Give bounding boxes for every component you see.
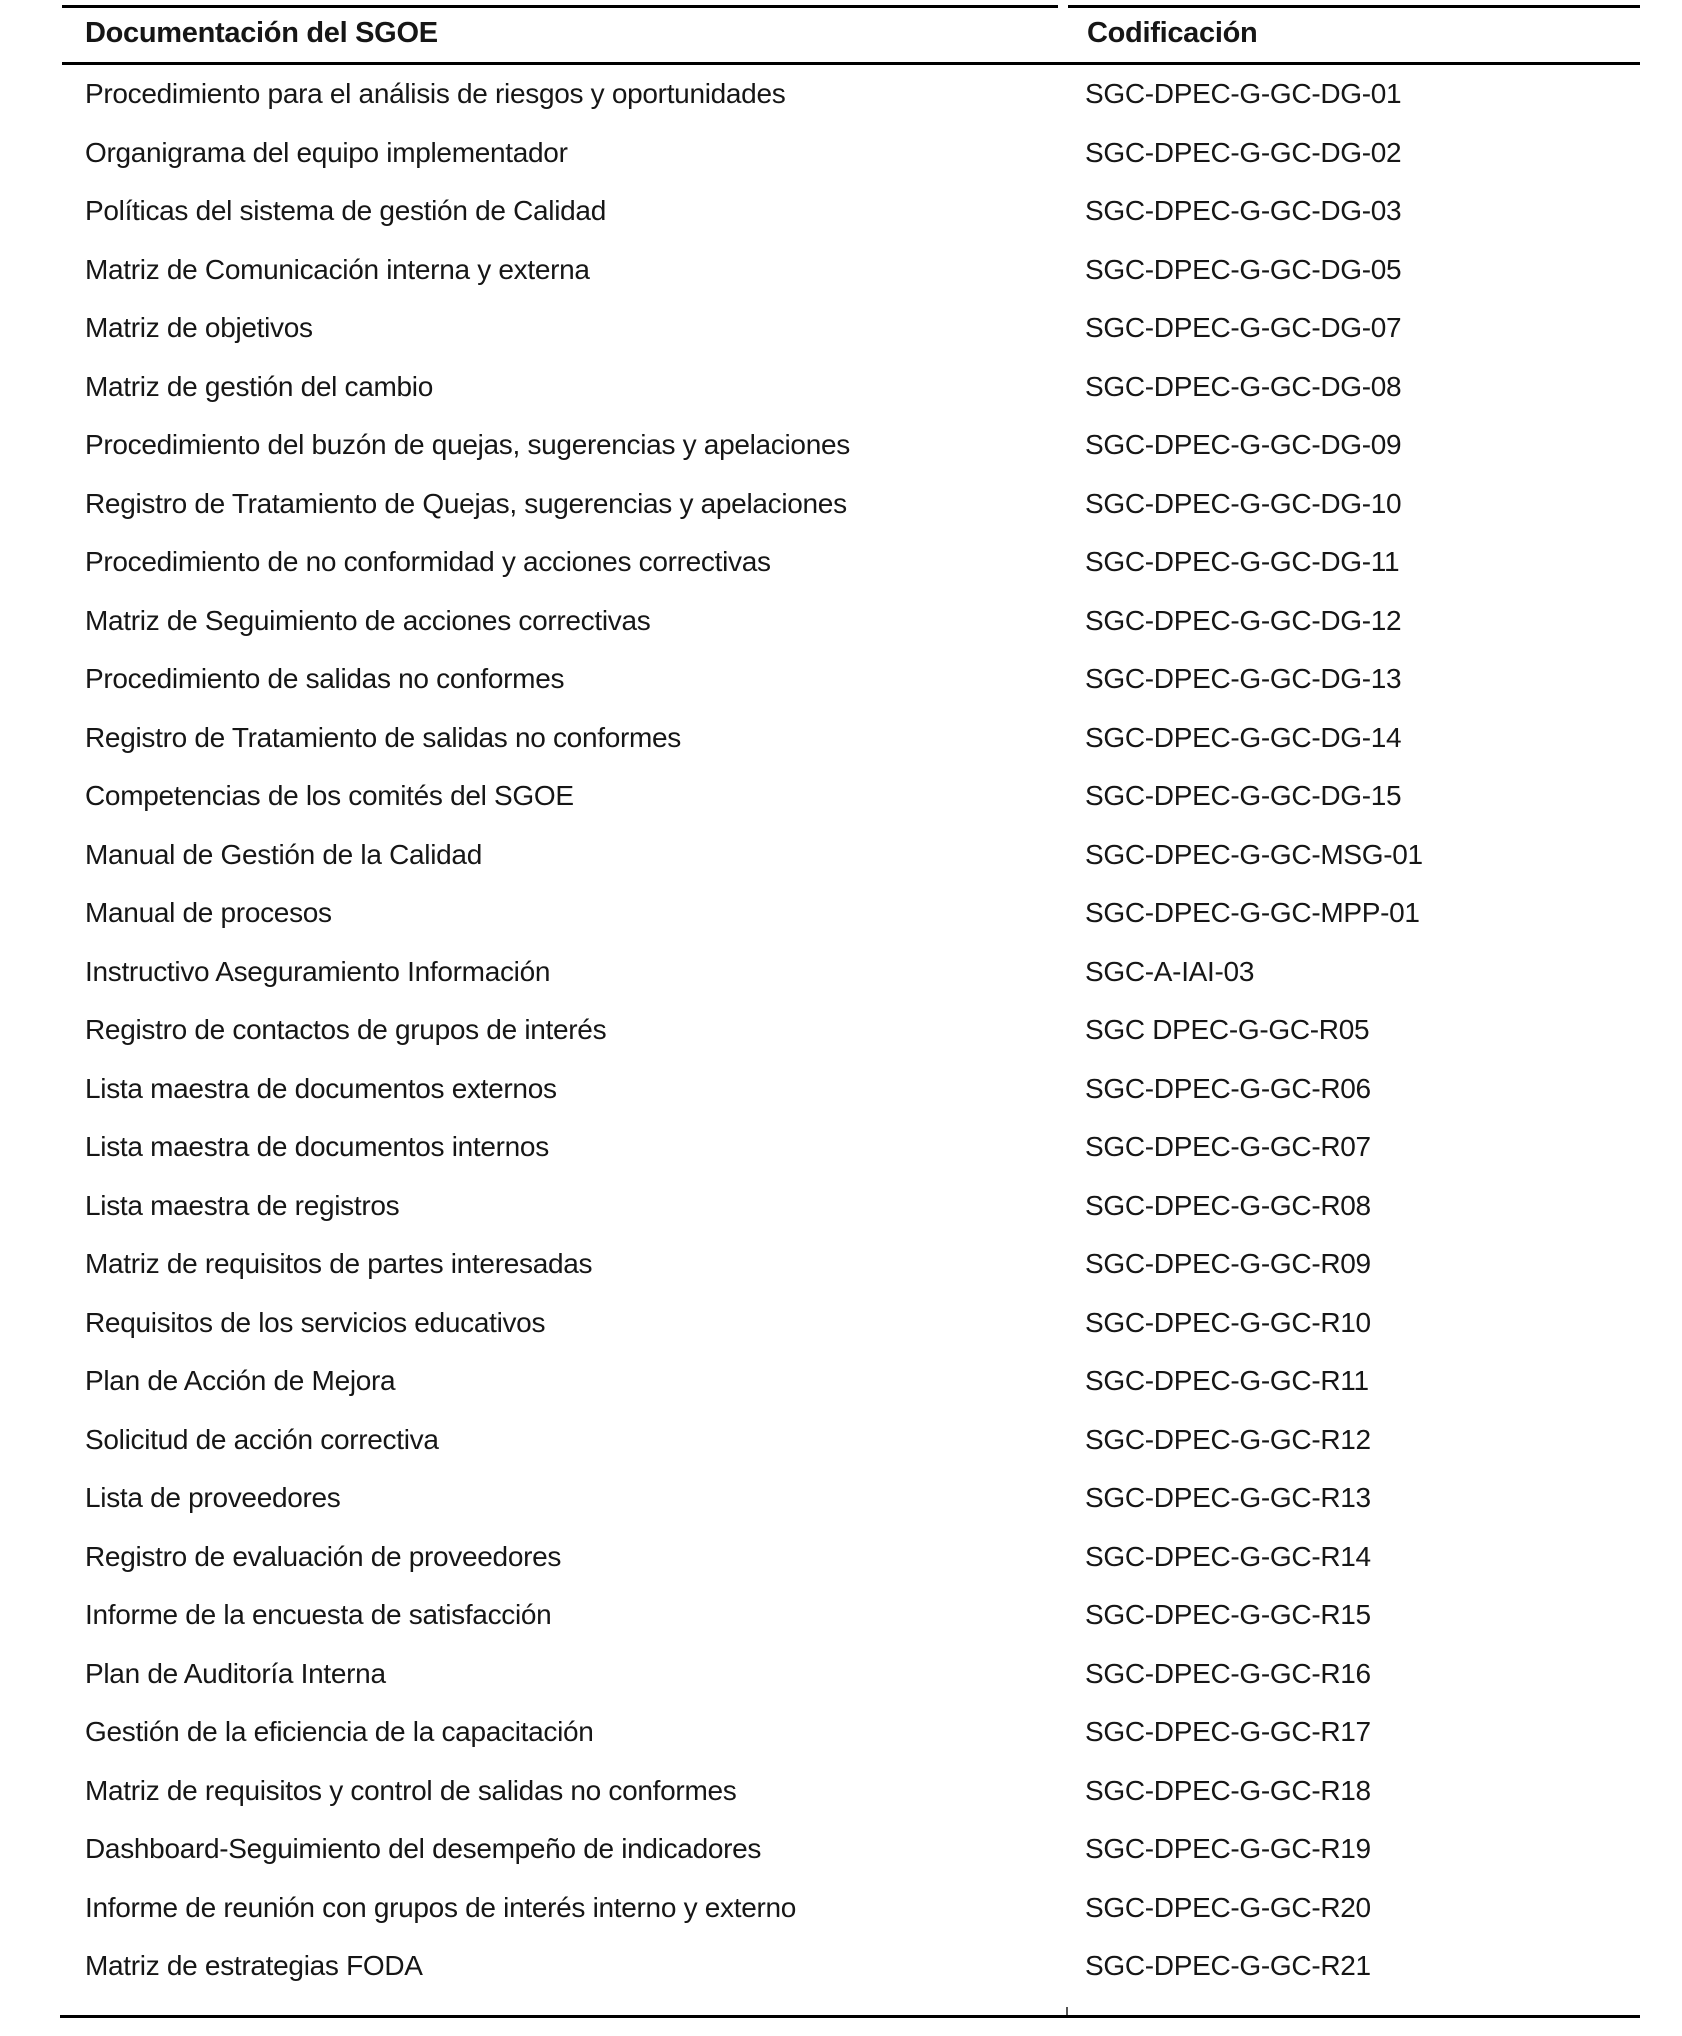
document-title-cell: Matriz de Seguimiento de acciones correctivas: [85, 604, 651, 636]
table-row: [0, 943, 1682, 1002]
document-title-cell: Solicitud de acción correctiva: [85, 1423, 439, 1455]
table-row: [0, 533, 1682, 592]
table-row: [0, 1294, 1682, 1353]
document-title-cell: Plan de Auditoría Interna: [85, 1657, 386, 1689]
document-title-cell: Manual de Gestión de la Calidad: [85, 838, 482, 870]
document-code-cell: SGC-DPEC-G-GC-R11: [1085, 1365, 1369, 1397]
table-row: [0, 1177, 1682, 1236]
table-row: [0, 826, 1682, 885]
document-code-cell: SGC-DPEC-G-GC-DG-09: [1085, 429, 1402, 461]
document-code-cell: SGC-DPEC-G-GC-R10: [1085, 1306, 1371, 1338]
document-code-cell: SGC-DPEC-G-GC-R19: [1085, 1833, 1371, 1865]
table-row: [0, 709, 1682, 768]
document-code-cell: SGC-DPEC-G-GC-DG-11: [1085, 546, 1400, 578]
table-bottom-rule: [60, 2015, 1640, 2018]
document-code-cell: SGC-DPEC-G-GC-R20: [1085, 1891, 1371, 1923]
table-row: [0, 1235, 1682, 1294]
document-title-cell: Lista maestra de documentos externos: [85, 1072, 557, 1104]
document-title-cell: Lista maestra de documentos internos: [85, 1131, 549, 1163]
table-row: [0, 1118, 1682, 1177]
table-row: [0, 767, 1682, 826]
table-row: [0, 65, 1682, 124]
document-code-cell: SGC-A-IAI-03: [1085, 955, 1255, 987]
document-title-cell: Competencias de los comités del SGOE: [85, 780, 574, 812]
table-row: [0, 124, 1682, 183]
column-header-codificacion: Codificación: [1087, 17, 1258, 49]
document-code-cell: SGC-DPEC-G-GC-R15: [1085, 1599, 1371, 1631]
document-title-cell: Procedimiento de salidas no conformes: [85, 663, 565, 695]
table-row: [0, 1703, 1682, 1762]
document-code-cell: SGC-DPEC-G-GC-R09: [1085, 1248, 1371, 1280]
document-code-cell: SGC-DPEC-G-GC-R08: [1085, 1189, 1371, 1221]
document-code-cell: SGC-DPEC-G-GC-DG-05: [1085, 253, 1402, 285]
table-row: [0, 1645, 1682, 1704]
document-title-cell: Gestión de la eficiencia de la capacitación: [85, 1716, 594, 1748]
document-title-cell: Registro de evaluación de proveedores: [85, 1540, 562, 1572]
table-row: [0, 475, 1682, 534]
document-title-cell: Informe de reunión con grupos de interés interno y externo: [85, 1891, 797, 1923]
document-title-cell: Organigrama del equipo implementador: [85, 136, 568, 168]
document-code-cell: SGC-DPEC-G-GC-R12: [1085, 1423, 1371, 1455]
document-code-cell: SGC-DPEC-G-GC-DG-01: [1085, 78, 1402, 110]
document-code-cell: SGC-DPEC-G-GC-DG-08: [1085, 370, 1402, 402]
document-code-cell: SGC-DPEC-G-GC-DG-07: [1085, 312, 1402, 344]
document-code-cell: SGC-DPEC-G-GC-R21: [1085, 1950, 1371, 1982]
table-rows: [0, 65, 1682, 1996]
table-row: [0, 1060, 1682, 1119]
column-header-documentacion: Documentación del SGOE: [85, 17, 438, 49]
document-code-cell: SGC-DPEC-G-GC-DG-13: [1085, 663, 1402, 695]
document-title-cell: Registro de contactos de grupos de interés: [85, 1014, 607, 1046]
table-row: [0, 1352, 1682, 1411]
table-row: [0, 241, 1682, 300]
document-code-cell: SGC-DPEC-G-GC-DG-14: [1085, 721, 1402, 753]
table-row: [0, 592, 1682, 651]
document-code-cell: SGC-DPEC-G-GC-MPP-01: [1085, 897, 1420, 929]
document-title-cell: Instructivo Aseguramiento Información: [85, 955, 551, 987]
table-row: [0, 884, 1682, 943]
document-title-cell: Procedimiento de no conformidad y acciones correctivas: [85, 546, 771, 578]
table-header-row: [0, 16, 1682, 56]
document-title-cell: Lista de proveedores: [85, 1482, 341, 1514]
document-title-cell: Matriz de estrategias FODA: [85, 1950, 423, 1982]
table-row: [0, 650, 1682, 709]
table-top-rule-left: [62, 5, 1058, 8]
document-title-cell: Manual de procesos: [85, 897, 332, 929]
document-code-cell: SGC-DPEC-G-GC-MSG-01: [1085, 838, 1423, 870]
document-code-cell: SGC-DPEC-G-GC-R17: [1085, 1716, 1371, 1748]
document-title-cell: Dashboard-Seguimiento del desempeño de indicadores: [85, 1833, 762, 1865]
table-row: [0, 1469, 1682, 1528]
document-title-cell: Matriz de gestión del cambio: [85, 370, 433, 402]
table-row: [0, 182, 1682, 241]
document-title-cell: Matriz de requisitos de partes interesadas: [85, 1248, 593, 1280]
document-title-cell: Procedimiento para el análisis de riesgos y oportunidades: [85, 78, 786, 110]
table-row: [0, 1879, 1682, 1938]
document-title-cell: Procedimiento del buzón de quejas, sugerencias y apelaciones: [85, 429, 850, 461]
document-title-cell: Matriz de Comunicación interna y externa: [85, 253, 590, 285]
document-code-cell: SGC-DPEC-G-GC-DG-15: [1085, 780, 1402, 812]
table-row: [0, 1937, 1682, 1996]
table-row: [0, 416, 1682, 475]
document-title-cell: Plan de Acción de Mejora: [85, 1365, 396, 1397]
document-code-cell: SGC-DPEC-G-GC-R14: [1085, 1540, 1371, 1572]
table-top-rule-right: [1068, 5, 1640, 8]
document-code-cell: SGC-DPEC-G-GC-DG-03: [1085, 195, 1402, 227]
document-code-cell: SGC-DPEC-G-GC-DG-10: [1085, 487, 1402, 519]
document-title-cell: Registro de Tratamiento de Quejas, sugerencias y apelaciones: [85, 487, 847, 519]
table-row: [0, 1820, 1682, 1879]
document-title-cell: Matriz de requisitos y control de salidas no conformes: [85, 1774, 737, 1806]
document-code-cell: SGC DPEC-G-GC-R05: [1085, 1014, 1370, 1046]
table-row: [0, 1411, 1682, 1470]
table-bottom-column-tick: [1066, 2007, 1068, 2015]
document-code-cell: SGC-DPEC-G-GC-DG-02: [1085, 136, 1402, 168]
document-title-cell: Matriz de objetivos: [85, 312, 313, 344]
document-title-cell: Registro de Tratamiento de salidas no conformes: [85, 721, 681, 753]
document-code-cell: SGC-DPEC-G-GC-R16: [1085, 1657, 1371, 1689]
table-row: [0, 1762, 1682, 1821]
document-code-cell: SGC-DPEC-G-GC-DG-12: [1085, 604, 1402, 636]
document-title-cell: Políticas del sistema de gestión de Calidad: [85, 195, 606, 227]
table-row: [0, 1528, 1682, 1587]
document-title-cell: Requisitos de los servicios educativos: [85, 1306, 546, 1338]
document-code-cell: SGC-DPEC-G-GC-R18: [1085, 1774, 1371, 1806]
table-row: [0, 358, 1682, 417]
table-row: [0, 1001, 1682, 1060]
table-row: [0, 1586, 1682, 1645]
document-code-cell: SGC-DPEC-G-GC-R06: [1085, 1072, 1371, 1104]
table-row: [0, 299, 1682, 358]
document-code-cell: SGC-DPEC-G-GC-R07: [1085, 1131, 1371, 1163]
document-code-cell: SGC-DPEC-G-GC-R13: [1085, 1482, 1371, 1514]
document-title-cell: Lista maestra de registros: [85, 1189, 400, 1221]
document-title-cell: Informe de la encuesta de satisfacción: [85, 1599, 552, 1631]
